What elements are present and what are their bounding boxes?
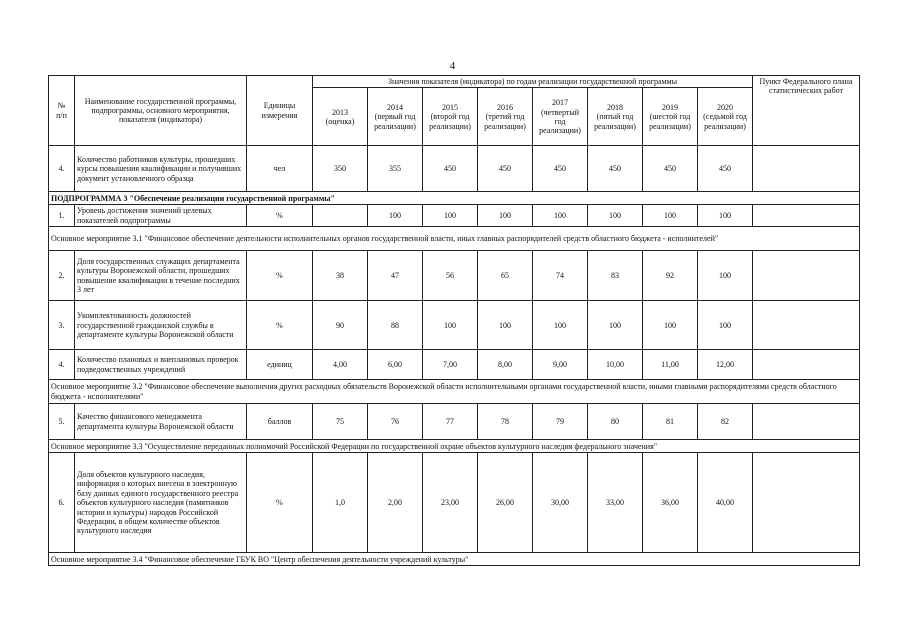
subprogram-heading: ПОДПРОГРАММА 3 "Обеспечение реализации государственной программы" bbox=[49, 192, 860, 205]
row-value: 100 bbox=[643, 205, 698, 227]
row-value: 56 bbox=[423, 251, 478, 301]
header-unit: Единицы измерения bbox=[247, 76, 313, 146]
row-unit: % bbox=[247, 453, 313, 553]
header-year: 2013 (оценка) bbox=[313, 88, 368, 146]
row-value bbox=[313, 205, 368, 227]
row-value: 100 bbox=[698, 251, 753, 301]
row-value: 100 bbox=[643, 301, 698, 350]
header-year: 2018 (пятый год реализации) bbox=[588, 88, 643, 146]
row-plan bbox=[753, 301, 860, 350]
row-value: 36,00 bbox=[643, 453, 698, 553]
row-unit: баллов bbox=[247, 404, 313, 440]
row-value: 65 bbox=[478, 251, 533, 301]
row-value: 1,0 bbox=[313, 453, 368, 553]
header-plan: Пункт Федерального плана статистических работ bbox=[753, 76, 860, 146]
row-value: 30,00 bbox=[533, 453, 588, 553]
row-value: 12,00 bbox=[698, 350, 753, 380]
row-num: 3. bbox=[49, 301, 75, 350]
row-num: 2. bbox=[49, 251, 75, 301]
header-year: 2014 (первый год реализации) bbox=[368, 88, 423, 146]
row-value: 100 bbox=[533, 301, 588, 350]
row-value: 450 bbox=[423, 146, 478, 192]
row-value: 6,00 bbox=[368, 350, 423, 380]
row-value: 450 bbox=[643, 146, 698, 192]
row-value: 100 bbox=[368, 205, 423, 227]
row-value: 40,00 bbox=[698, 453, 753, 553]
row-value: 79 bbox=[533, 404, 588, 440]
row-value: 11,00 bbox=[643, 350, 698, 380]
table-row bbox=[49, 404, 860, 440]
header-year: 2020 (седьмой год реализации) bbox=[698, 88, 753, 146]
row-unit: чел bbox=[247, 146, 313, 192]
row-value: 26,00 bbox=[478, 453, 533, 553]
row-value: 74 bbox=[533, 251, 588, 301]
row-num: 4. bbox=[49, 146, 75, 192]
row-value: 100 bbox=[423, 205, 478, 227]
row-value: 82 bbox=[698, 404, 753, 440]
row-value: 47 bbox=[368, 251, 423, 301]
row-value: 92 bbox=[643, 251, 698, 301]
indicators-table bbox=[48, 75, 860, 566]
page-number: 4 bbox=[449, 60, 456, 72]
row-value: 38 bbox=[313, 251, 368, 301]
row-num: 4. bbox=[49, 350, 75, 380]
row-value: 100 bbox=[423, 301, 478, 350]
row-value: 100 bbox=[588, 301, 643, 350]
row-num: 5. bbox=[49, 404, 75, 440]
row-value: 83 bbox=[588, 251, 643, 301]
row-value: 350 bbox=[313, 146, 368, 192]
activity-heading: Основное мероприятие 3.2 "Финансовое обеспечение выполнения других расходных обязательств Воронежской области исполнительными органами государственной власти, иными главными распорядителями средств областного бюджета - исполнителями" bbox=[49, 380, 860, 404]
row-name: Количество работников культуры, прошедших курсы повышения квалификации и получивших документ установленного образца bbox=[75, 146, 247, 192]
activity-heading: Основное мероприятие 3.3 "Осуществление переданных полномочий Российской Федерации по государственной охране объектов культурного наследия федерального значения" bbox=[49, 440, 860, 453]
row-name: Укомплектованность должностей государственной гражданской службы в департаменте культуры Воронежской области bbox=[75, 301, 247, 350]
row-value: 77 bbox=[423, 404, 478, 440]
table-row bbox=[49, 350, 860, 380]
row-name: Качество финансового менеджмента департамента культуры Воронежской области bbox=[75, 404, 247, 440]
row-value: 76 bbox=[368, 404, 423, 440]
table-row bbox=[49, 205, 860, 227]
row-name: Доля государственных служащих департамента культуры Воронежской области, прошедших повышение квалификации в течение последних 3 лет bbox=[75, 251, 247, 301]
row-plan bbox=[753, 205, 860, 227]
header-year: 2015 (второй год реализации) bbox=[423, 88, 478, 146]
row-value: 10,00 bbox=[588, 350, 643, 380]
row-unit: % bbox=[247, 301, 313, 350]
row-unit: единиц bbox=[247, 350, 313, 380]
row-value: 81 bbox=[643, 404, 698, 440]
row-plan bbox=[753, 146, 860, 192]
row-value: 450 bbox=[698, 146, 753, 192]
table-row bbox=[49, 453, 860, 553]
header-year: 2019 (шестой год реализации) bbox=[643, 88, 698, 146]
row-plan bbox=[753, 453, 860, 553]
row-plan bbox=[753, 404, 860, 440]
row-value: 9,00 bbox=[533, 350, 588, 380]
row-value: 80 bbox=[588, 404, 643, 440]
table-row bbox=[49, 301, 860, 350]
row-value: 4,00 bbox=[313, 350, 368, 380]
row-plan bbox=[753, 251, 860, 301]
row-value: 100 bbox=[698, 205, 753, 227]
row-name: Уровень достижения значений целевых показателей подпрограммы bbox=[75, 205, 247, 227]
row-name: Количество плановых и внеплановых проверок подведомственных учреждений bbox=[75, 350, 247, 380]
row-value: 7,00 bbox=[423, 350, 478, 380]
row-value: 75 bbox=[313, 404, 368, 440]
row-value: 100 bbox=[698, 301, 753, 350]
row-value: 78 bbox=[478, 404, 533, 440]
row-num: 1. bbox=[49, 205, 75, 227]
header-year: 2017 (четвертый год реализации) bbox=[533, 88, 588, 146]
activity-heading: Основное мероприятие 3.4 "Финансовое обеспечение ГБУК ВО "Центр обеспечения деятельности учреждений культуры" bbox=[49, 553, 860, 566]
row-value: 355 bbox=[368, 146, 423, 192]
row-name: Доля объектов культурного наследия, информация о которых внесена в электронную базу данных единого государственного реестра объектов культурного наследия (памятников истории и культуры) народов Российской Федерации, в общем количестве объектов культурного наследия bbox=[75, 453, 247, 553]
table-row bbox=[49, 146, 860, 192]
row-value: 33,00 bbox=[588, 453, 643, 553]
row-unit: % bbox=[247, 205, 313, 227]
row-value: 90 bbox=[313, 301, 368, 350]
row-value: 100 bbox=[588, 205, 643, 227]
row-value: 23,00 bbox=[423, 453, 478, 553]
row-num: 6. bbox=[49, 453, 75, 553]
header-year: 2016 (третий год реализации) bbox=[478, 88, 533, 146]
row-value: 100 bbox=[533, 205, 588, 227]
row-value: 450 bbox=[533, 146, 588, 192]
row-value: 2,00 bbox=[368, 453, 423, 553]
row-value: 8,00 bbox=[478, 350, 533, 380]
row-value: 88 bbox=[368, 301, 423, 350]
header-num: № п/п bbox=[49, 76, 75, 146]
table-row bbox=[49, 251, 860, 301]
activity-heading: Основное мероприятие 3.1 "Финансовое обеспечение деятельности исполнительных органов государственной власти, иных главных распорядителей средств областного бюджета - исполнителей" bbox=[49, 227, 860, 251]
header-values-title: Значения показателя (индикатора) по годам реализации государственной программы bbox=[313, 76, 753, 88]
row-value: 100 bbox=[478, 301, 533, 350]
row-unit: % bbox=[247, 251, 313, 301]
row-value: 450 bbox=[588, 146, 643, 192]
row-plan bbox=[753, 350, 860, 380]
row-value: 100 bbox=[478, 205, 533, 227]
header-name: Наименование государственной программы, подпрограммы, основного мероприятия, показателя (индикатора) bbox=[75, 76, 247, 146]
row-value: 450 bbox=[478, 146, 533, 192]
